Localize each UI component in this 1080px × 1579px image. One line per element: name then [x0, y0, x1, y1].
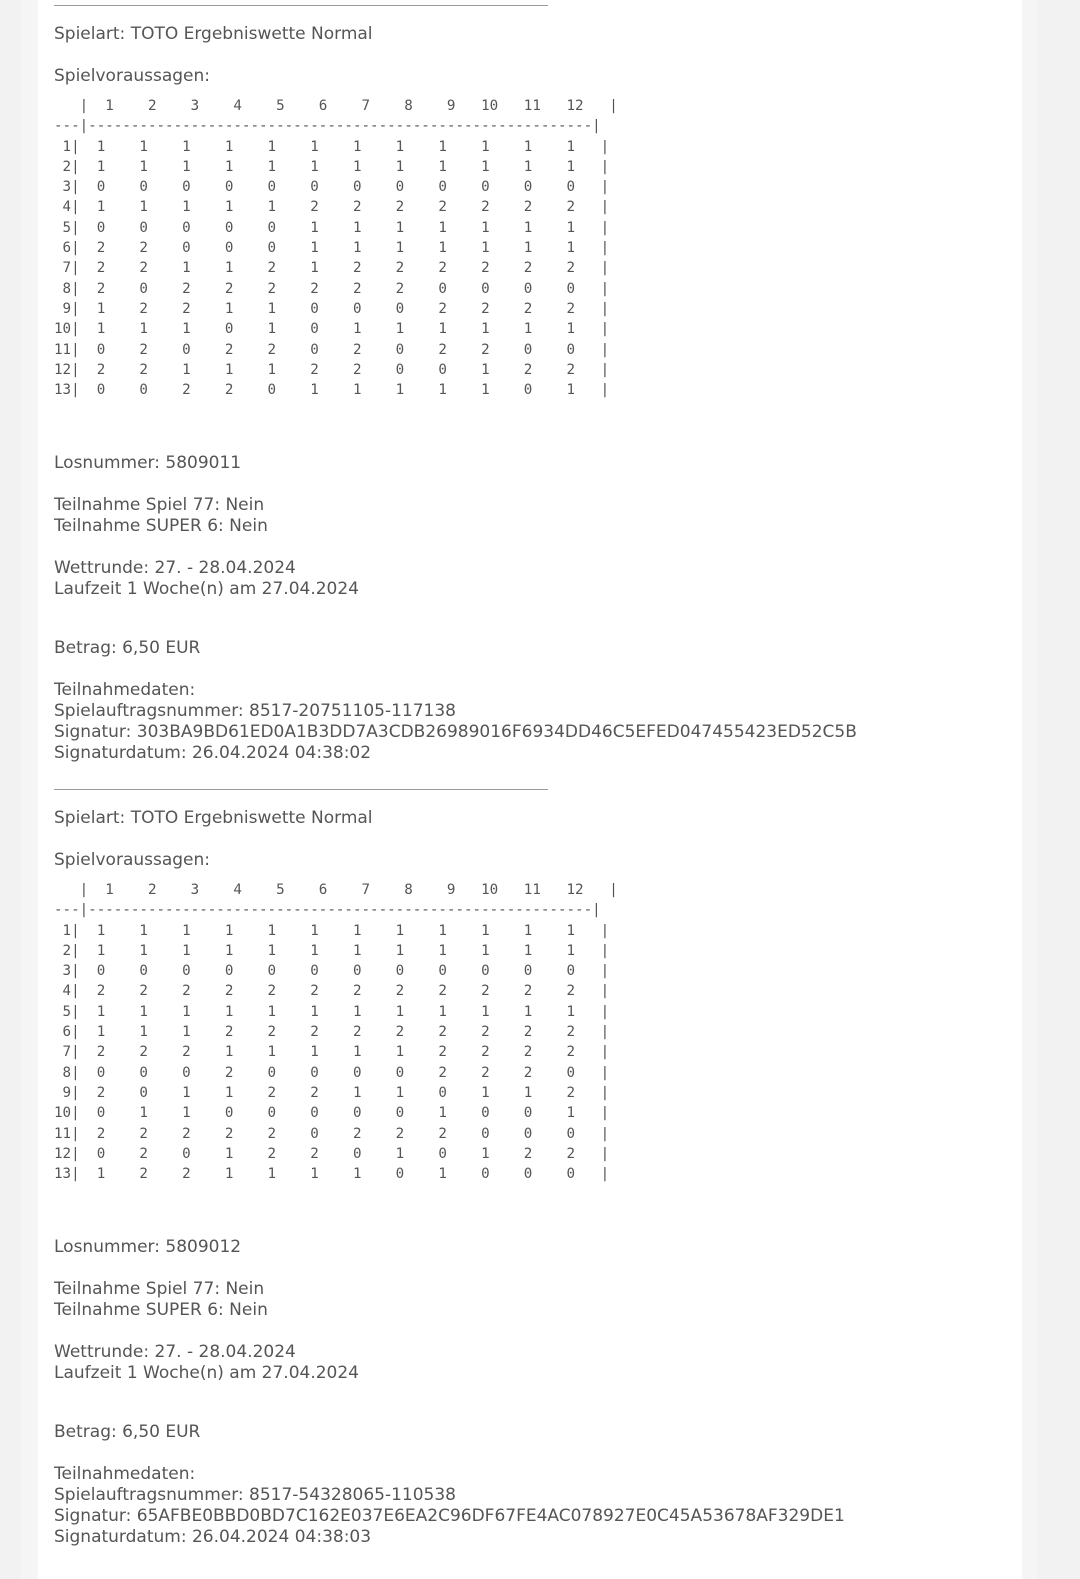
- wettrunde: Wettrunde: 27. - 28.04.2024: [54, 558, 296, 579]
- prediction-grid: [54, 880, 845, 1184]
- laufzeit: Laufzeit 1 Woche(n) am 27.04.2024: [54, 579, 359, 600]
- betrag: Betrag: 6,50 EUR: [54, 638, 201, 659]
- signaturdatum: Signaturdatum: 26.04.2024 04:38:02: [54, 743, 372, 764]
- grid-header: | 1 2 3 4 5 6 7 8 9 10 11 12 |: [54, 882, 618, 898]
- grid-row: 2| 1 1 1 1 1 1 1 1 1 1 1 1 |: [54, 158, 610, 175]
- ticket-1: [54, 24, 857, 764]
- grid-row: 5| 0 0 0 0 0 1 1 1 1 1 1 1 |: [54, 219, 610, 236]
- grid-row: 9| 2 0 1 1 2 2 1 1 0 1 1 2 |: [54, 1084, 610, 1101]
- grid-row: 3| 0 0 0 0 0 0 0 0 0 0 0 0 |: [54, 179, 610, 196]
- grid-row: 7| 2 2 2 1 1 1 1 1 2 2 2 2 |: [54, 1044, 610, 1061]
- grid-row: 1| 1 1 1 1 1 1 1 1 1 1 1 1 |: [54, 138, 610, 155]
- grid-header: | 1 2 3 4 5 6 7 8 9 10 11 12 |: [54, 98, 618, 114]
- signaturdatum: Signaturdatum: 26.04.2024 04:38:03: [54, 1527, 372, 1548]
- grid-row: 3| 0 0 0 0 0 0 0 0 0 0 0 0 |: [54, 963, 610, 980]
- prediction-grid: [54, 96, 857, 400]
- email-body: [38, 0, 1022, 1579]
- grid-row: 10| 0 1 1 0 0 0 0 0 1 0 0 1 |: [54, 1105, 610, 1122]
- grid-row: 12| 0 2 0 1 2 2 0 1 0 1 2 2 |: [54, 1145, 610, 1162]
- ticket-content: [54, 0, 1014, 1548]
- teilnahme-super6: Teilnahme SUPER 6: Nein: [54, 516, 268, 537]
- grid-row: 13| 1 2 2 1 1 1 1 0 1 0 0 0 |: [54, 1166, 610, 1183]
- teilnahmedaten-label: Teilnahmedaten:: [54, 1464, 196, 1485]
- teilnahme-spiel77: Teilnahme Spiel 77: Nein: [54, 495, 265, 516]
- betrag: Betrag: 6,50 EUR: [54, 1422, 201, 1443]
- losnummer: Losnummer: 5809012: [54, 1237, 242, 1258]
- grid-row: 7| 2 2 1 1 2 1 2 2 2 2 2 2 |: [54, 260, 610, 277]
- grid-row: 5| 1 1 1 1 1 1 1 1 1 1 1 1 |: [54, 1003, 610, 1020]
- wettrunde: Wettrunde: 27. - 28.04.2024: [54, 1342, 296, 1363]
- grid-row: 13| 0 0 2 2 0 1 1 1 1 1 0 1 |: [54, 382, 610, 399]
- spielvoraussagen-label: Spielvoraussagen:: [54, 850, 211, 870]
- grid-row: 2| 1 1 1 1 1 1 1 1 1 1 1 1 |: [54, 942, 610, 959]
- ticket-divider: [54, 5, 548, 6]
- grid-row: 1| 1 1 1 1 1 1 1 1 1 1 1 1 |: [54, 922, 610, 939]
- grid-row: 12| 2 2 1 1 1 2 2 0 0 1 2 2 |: [54, 361, 610, 378]
- grid-row: 6| 2 2 0 0 0 1 1 1 1 1 1 1 |: [54, 240, 610, 257]
- grid-row: 4| 1 1 1 1 1 2 2 2 2 2 2 2 |: [54, 199, 610, 216]
- ticket-divider: [54, 789, 548, 790]
- grid-row: 11| 2 2 2 2 2 0 2 2 2 0 0 0 |: [54, 1125, 610, 1142]
- grid-row: 8| 0 0 0 2 0 0 0 0 2 2 2 0 |: [54, 1064, 610, 1081]
- spielauftragsnummer: Spielauftragsnummer: 8517-54328065-110538: [54, 1485, 456, 1506]
- losnummer: Losnummer: 5809011: [54, 453, 242, 474]
- page-margin-right: [1022, 0, 1038, 1579]
- grid-row: 11| 0 2 0 2 2 0 2 0 2 2 0 0 |: [54, 341, 610, 358]
- teilnahme-spiel77: Teilnahme Spiel 77: Nein: [54, 1279, 265, 1300]
- grid-row: 9| 1 2 2 1 1 0 0 0 2 2 2 2 |: [54, 300, 610, 317]
- ticket-2: [54, 808, 845, 1548]
- page-margin-left: [22, 0, 38, 1579]
- grid-separator: ---|-----------------------------------------------------------|: [54, 902, 601, 919]
- laufzeit: Laufzeit 1 Woche(n) am 27.04.2024: [54, 1363, 359, 1384]
- spielart: Spielart: TOTO Ergebniswette Normal: [54, 808, 373, 828]
- signatur: Signatur: 303BA9BD61ED0A1B3DD7A3CDB26989016F6934DD46C5EFED047455423ED52C5B: [54, 722, 857, 743]
- signatur: Signatur: 65AFBE0BBD0BD7C162E037E6EA2C96DF67FE4AC078927E0C45A53678AF329DE1: [54, 1506, 845, 1527]
- spielauftragsnummer: Spielauftragsnummer: 8517-20751105-117138: [54, 701, 456, 722]
- spielvoraussagen-label: Spielvoraussagen:: [54, 66, 211, 86]
- grid-row: 10| 1 1 1 0 1 0 1 1 1 1 1 1 |: [54, 321, 610, 338]
- spielart: Spielart: TOTO Ergebniswette Normal: [54, 24, 373, 44]
- grid-row: 8| 2 0 2 2 2 2 2 2 0 0 0 0 |: [54, 280, 610, 297]
- teilnahmedaten-label: Teilnahmedaten:: [54, 680, 196, 701]
- grid-separator: ---|-----------------------------------------------------------|: [54, 118, 601, 135]
- grid-row: 6| 1 1 1 2 2 2 2 2 2 2 2 2 |: [54, 1024, 610, 1041]
- grid-row: 4| 2 2 2 2 2 2 2 2 2 2 2 2 |: [54, 983, 610, 1000]
- teilnahme-super6: Teilnahme SUPER 6: Nein: [54, 1300, 268, 1321]
